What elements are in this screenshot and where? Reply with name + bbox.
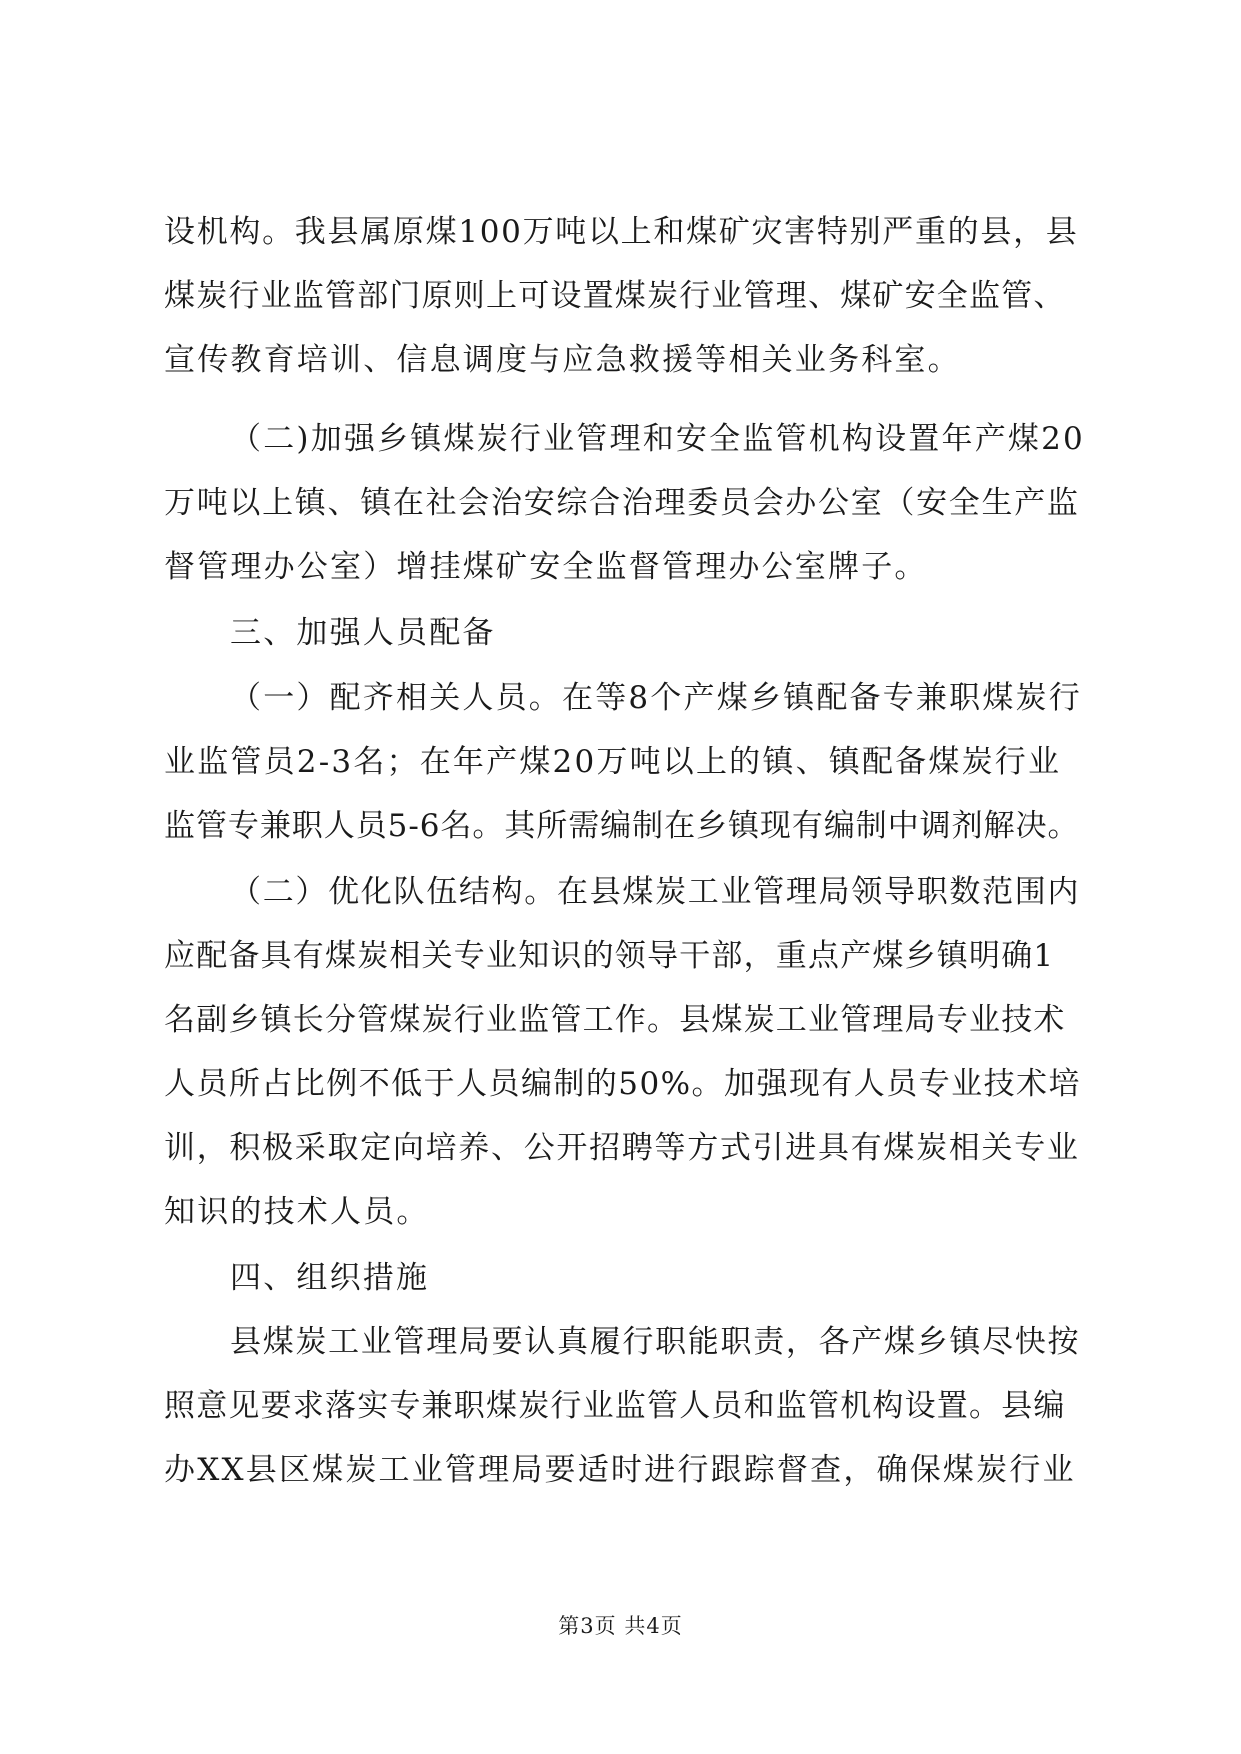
body-line: 煤炭行业监管部门原则上可设置煤炭行业管理、煤矿安全监管、 xyxy=(164,278,1066,314)
body-line: 知识的技术人员。 xyxy=(164,1194,430,1230)
body-line: 人员所占比例不低于人员编制的50%。加强现有人员专业技术培 xyxy=(164,1066,1081,1102)
body-line: 名副乡镇长分管煤炭行业监管工作。县煤炭工业管理局专业技术 xyxy=(164,1002,1066,1038)
body-line: 县煤炭工业管理局要认真履行职能职责，各产煤乡镇尽快按 xyxy=(230,1324,1081,1360)
body-line: （二)加强乡镇煤炭行业管理和安全监管机构设置年产煤20 xyxy=(230,421,1085,457)
body-line: 督管理办公室）增挂煤矿安全监督管理办公室牌子。 xyxy=(164,549,928,585)
body-line: 宣传教育培训、信息调度与应急救援等相关业务科室。 xyxy=(164,342,961,378)
body-line: （一）配齐相关人员。在等8个产煤乡镇配备专兼职煤炭行 xyxy=(230,680,1082,716)
page-number-footer: 第3页 共4页 xyxy=(558,1614,683,1638)
body-line: 训，积极采取定向培养、公开招聘等方式引进具有煤炭相关专业 xyxy=(164,1130,1080,1166)
body-line: 设机构。我县属原煤100万吨以上和煤矿灾害特别严重的县，县 xyxy=(164,214,1079,250)
body-line: （二）优化队伍结构。在县煤炭工业管理局领导职数范围内 xyxy=(230,874,1081,910)
body-line: 监管专兼职人员5-6名。其所需编制在乡镇现有编制中调剂解决。 xyxy=(164,808,1080,844)
section-heading: 三、加强人员配备 xyxy=(230,615,496,651)
body-line: 办XX县区煤炭工业管理局要适时进行跟踪督查，确保煤炭行业 xyxy=(164,1452,1076,1488)
body-line: 万吨以上镇、镇在社会治安综合治理委员会办公室（安全生产监 xyxy=(164,485,1080,521)
body-line: 照意见要求落实专兼职煤炭行业监管人员和监管机构设置。县编 xyxy=(164,1388,1066,1424)
section-heading: 四、组织措施 xyxy=(230,1260,430,1296)
body-line: 应配备具有煤炭相关专业知识的领导干部，重点产煤乡镇明确1 xyxy=(164,938,1055,974)
body-line: 业监管员2-3名；在年产煤20万吨以上的镇、镇配备煤炭行业 xyxy=(164,744,1062,780)
